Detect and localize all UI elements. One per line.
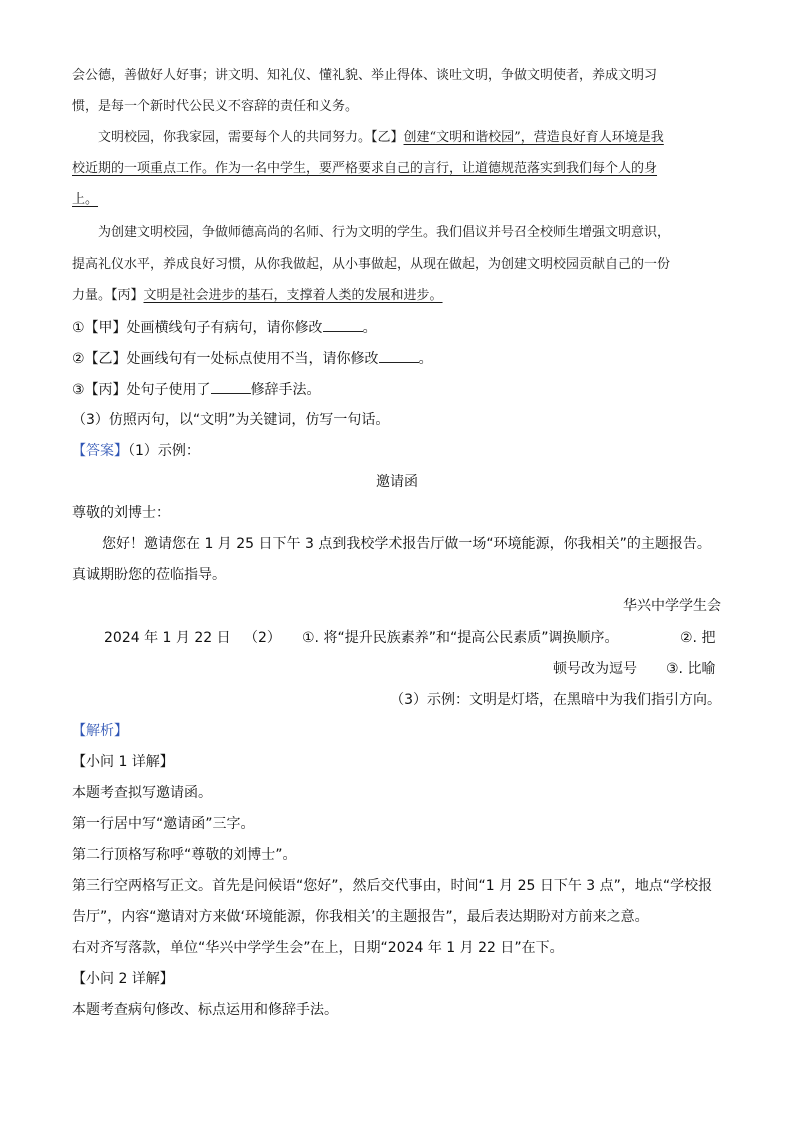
answer-intro-text: （1）示例： bbox=[128, 443, 200, 459]
subquestion-1-heading: 【小问 1 详解】 bbox=[72, 754, 174, 770]
question-text: 修辞手法。 bbox=[250, 382, 321, 398]
underlined-sentence-yi-end: 上。 bbox=[72, 192, 99, 207]
subquestion-2-heading: 【小问 2 详解】 bbox=[72, 971, 174, 987]
answer-label: 【答案】 bbox=[72, 443, 128, 459]
question-text: 。 bbox=[418, 351, 433, 367]
letter-body: 真诚期盼您的莅临指导。 bbox=[72, 567, 226, 583]
analysis-text: 右对齐写落款，单位“华兴中学学生会”在上，日期“2024 年 1 月 22 日”在下。 bbox=[72, 940, 564, 956]
question-text: ③【丙】处句子使用了 bbox=[72, 382, 211, 398]
answer-2-item-3: ③. 比喻 bbox=[666, 661, 716, 677]
passage-line: 惯，是每一个新时代公民义不容辞的责任和义务。 bbox=[72, 99, 359, 114]
letter-date: 2024 年 1 月 22 日 bbox=[104, 630, 231, 646]
analysis-text: 本题考查病句修改、标点运用和修辞手法。 bbox=[72, 1002, 338, 1018]
answer-blank bbox=[379, 348, 419, 363]
letter-title: 邀请函 bbox=[376, 474, 418, 490]
analysis-text: 告厅”，内容“邀请对方来做‘环境能源，你我相关’的主题报告”，最后表达期盼对方前来之意。 bbox=[72, 909, 649, 925]
analysis-text: 第三行空两格写正文。首先是问候语“您好”，然后交代事由，时间“1 月 25 日下午 3 点”，地点“学校报 bbox=[72, 878, 713, 894]
question-3 bbox=[72, 379, 321, 400]
passage-text: 力量。【丙】 bbox=[72, 288, 144, 303]
question-4: （3）仿照丙句，以“文明”为关键词，仿写一句话。 bbox=[72, 412, 390, 428]
letter-body: 您好！邀请您在 1 月 25 日下午 3 点到我校学术报告厅做一场“环境能源，你我相关”的主题报告。 bbox=[102, 536, 711, 552]
letter-salutation: 尊敬的刘博士： bbox=[72, 505, 170, 521]
passage-line: 会公德，善做好人好事；讲文明、知礼仪、懂礼貌、举止得体、谈吐文明，争做文明使者，养成文明习 bbox=[72, 68, 658, 83]
question-text: ①【甲】处画横线句子有病句，请你修改 bbox=[72, 320, 323, 336]
question-text: ②【乙】处画线句有一处标点使用不当，请你修改 bbox=[72, 351, 379, 367]
analysis-text: 第二行顶格写称呼“尊敬的刘博士”。 bbox=[72, 847, 297, 863]
answer-blank bbox=[323, 317, 363, 332]
underlined-sentence-yi-cont: 校近期的一项重点工作。作为一名中学生，要严格要求自己的言行，让道德规范落实到我们每个人的身 bbox=[72, 161, 658, 176]
analysis-text: 本题考查拟写邀请函。 bbox=[72, 785, 212, 801]
passage-line bbox=[98, 128, 664, 148]
letter-signer: 华兴中学学生会 bbox=[623, 598, 721, 614]
answer-2-item-2: ②. 把 bbox=[680, 630, 716, 646]
answer-2-item-2-cont: 顿号改为逗号 bbox=[553, 661, 637, 677]
question-1 bbox=[72, 317, 377, 338]
question-2 bbox=[72, 348, 433, 369]
answer-intro bbox=[72, 441, 200, 461]
answer-2-item-1: ①. 将“提升民族素养”和“提高公民素质”调换顺序。 bbox=[302, 630, 619, 646]
analysis-label: 【解析】 bbox=[72, 723, 128, 739]
passage-line bbox=[72, 286, 443, 306]
answer-2-label: （2） bbox=[244, 630, 281, 646]
passage-text: 文明校园，你我家园，需要每个人的共同努力。【乙】 bbox=[98, 130, 404, 145]
passage-line: 为创建文明校园，争做师德高尚的名师、行为文明的学生。我们倡议并号召全校师生增强文明意识， bbox=[98, 225, 671, 240]
passage-line: 提高礼仪水平，养成良好习惯，从你我做起，从小事做起，从现在做起，为创建文明校园贡献自己的一份 bbox=[72, 257, 671, 272]
underlined-sentence-yi: 创建“文明和谐校园”，营造良好育人环境是我 bbox=[403, 130, 664, 145]
question-text: 。 bbox=[362, 320, 377, 336]
answer-blank bbox=[211, 379, 251, 394]
underlined-sentence-bing: 文明是社会进步的基石，支撑着人类的发展和进步。 bbox=[143, 288, 443, 303]
analysis-text: 第一行居中写“邀请函”三字。 bbox=[72, 816, 255, 832]
answer-3: （3）示例：文明是灯塔，在黑暗中为我们指引方向。 bbox=[390, 692, 721, 708]
